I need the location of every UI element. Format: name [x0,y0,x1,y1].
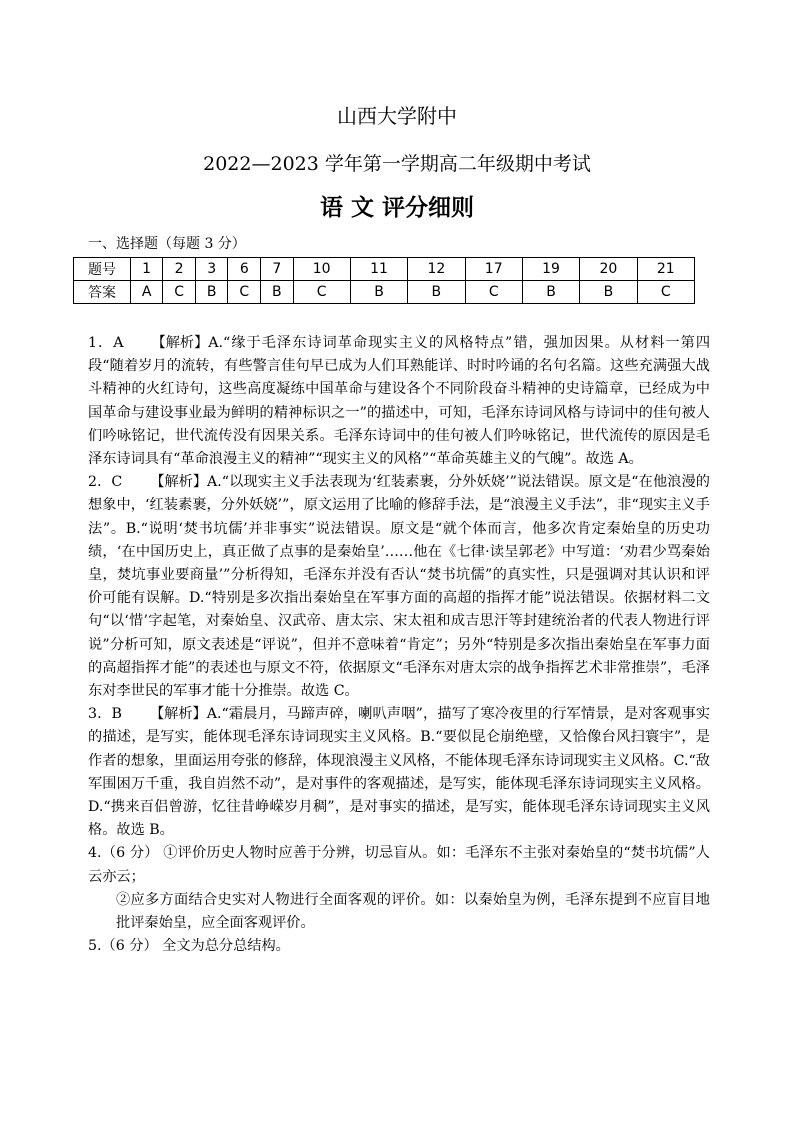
question-row [74,258,695,281]
question-cell: 12 [408,258,465,281]
subject-title: 语 文 评分细则 [319,195,474,221]
answer-cell: B [408,281,465,304]
question-cell: 2 [163,258,196,281]
answer-cell: C [637,281,694,304]
question-cell: 11 [350,258,407,281]
question-cell: 6 [228,258,261,281]
exam-title: 2022—2023 学年第一学期高二年级期中考试 [203,153,591,175]
answer-row-label: 答案 [74,281,131,304]
answer-table [73,257,695,304]
question-cell: 1 [131,258,163,281]
explanations [88,332,710,958]
answer-cell: C [163,281,196,304]
explanation-item-2 [88,471,710,703]
answer-row [74,281,695,304]
answer-cell: C [293,281,350,304]
question-cell: 19 [522,258,579,281]
answer-cell: A [131,281,163,304]
school-name: 山西大学附中 [337,104,457,128]
question-cell: 10 [293,258,350,281]
answer-cell: B [580,281,637,304]
question-cell: 3 [196,258,228,281]
question-4-point-2: ②应多方面结合史实对人物进行全面客观的评价。如：以秦始皇为例，毛泽东提到不应盲目地批评秦始皇，应全面客观评价。 [116,891,710,932]
question-cell: 7 [261,258,293,281]
analysis-tag: 【解析】 [151,335,209,351]
item-number: 3．B [88,706,122,723]
explanation-item-1 [88,332,710,471]
explanation-item-3 [88,703,710,842]
section-heading: 一、选择题（每题 3 分） [88,236,246,252]
answer-cell: B [350,281,407,304]
question-cell: 20 [580,258,637,281]
answer-cell: B [261,281,293,304]
item-text: A.“以现实主义手法表现为‘红装素裹，分外妖娆’”说法错误。原文是“在他浪漫的想象中，‘红装素裹，分外妖娆’”，原文运用了比喻的修辞手法，是“浪漫主义手法”，非“现实主义手法”。B.“说明‘焚书坑儒’并非事实”说法错误。原文是“就个体而言，他多次肯定秦始皇的历史功绩，‘在中国历史上，真正做了点事的是秦始皇’……他在《七律·读呈郭老》中写道：‘劝君少骂秦始皇，焚坑事业要商量’”分析得知，毛泽东并没有否认“焚书坑儒”的真实性，只是强调对其认识和评价可能有误解。D.“特别是多次指出秦始皇在军事方面的高超的指挥才能”说法错误。依据材料二文句“以‘惜’字起笔，对秦始皇、汉武帝、唐太宗、宋太祖和成吉思汗等封建统治者的代表人物进行评说”分析可知，原文表述是“评说”，但并不意味着“肯定”；另外“特别是多次指出秦始皇在军事力面的高超指挥才能”的表述也与原文不符，依据原文“毛泽东对唐太宗的战争指挥艺术非常推崇”，毛泽东对李世民的军事才能十分推崇。故选 C。 [88,474,710,700]
answer-cell: C [228,281,261,304]
question-cell: 17 [465,258,522,281]
analysis-tag: 【解析】 [149,706,207,723]
question-4-answer: 4.（6 分） ①评价历史人物时应善于分辨，切忌盲从。如：毛泽东不主张对秦始皇的“焚书坑儒”人云亦云； [88,845,710,885]
answer-cell: C [465,281,522,304]
item-number: 1．A [88,335,124,351]
answer-cell: B [522,281,579,304]
question-row-label: 题号 [74,258,131,281]
item-text: A.“缘于毛泽东诗词革命现实主义的风格特点”错，强加因果。从材料一第四段“随着岁月的流转，有些警言佳句早已成为人们耳熟能详、时时吟诵的名句名篇。这些充满强大战斗精神的火红诗句，这些高度凝练中国革命与建设各个不同阶段奋斗精神的史诗篇章，已经成为中国革命与建设事业最为鲜明的精神标识之一”的描述中，可知，毛泽东诗词风格与诗词中的佳句被人们吟咏铭记，世代流传没有因果关系。毛泽东诗词中的佳句被人们吟咏铭记，世代流传的原因是毛泽东诗词具有“革命浪漫主义的精神”“现实主义的风格”“革命英雄主义的气魄”。故选 A。 [88,335,711,468]
analysis-tag: 【解析】 [150,474,208,491]
answer-cell: B [196,281,228,304]
question-5-answer: 5.（6 分） 全文为总分总结构。 [88,938,290,955]
item-text: A.“霜晨月，马蹄声碎，喇叭声咽”，描写了寒冷夜里的行军情景，是对客观事实的描述，是写实，能体现毛泽东诗词现实主义风格。B.“要似昆仑崩绝壁，又恰像台风扫寰宇”，是作者的想象，里面运用夸张的修辞，体现浪漫主义风格，不能体现毛泽东诗词现实主义风格。C.“敌军围困万千重，我自岿然不动”，是对事件的客观描述，是写实，能体现毛泽东诗词现实主义风格。D.“携来百侣曾游，忆往昔峥嵘岁月稠”，是对事实的描述，是写实，能体现毛泽东诗词现实主义风格。故选 B。 [88,706,711,839]
item-number: 2．C [88,474,123,491]
question-cell: 21 [637,258,694,281]
